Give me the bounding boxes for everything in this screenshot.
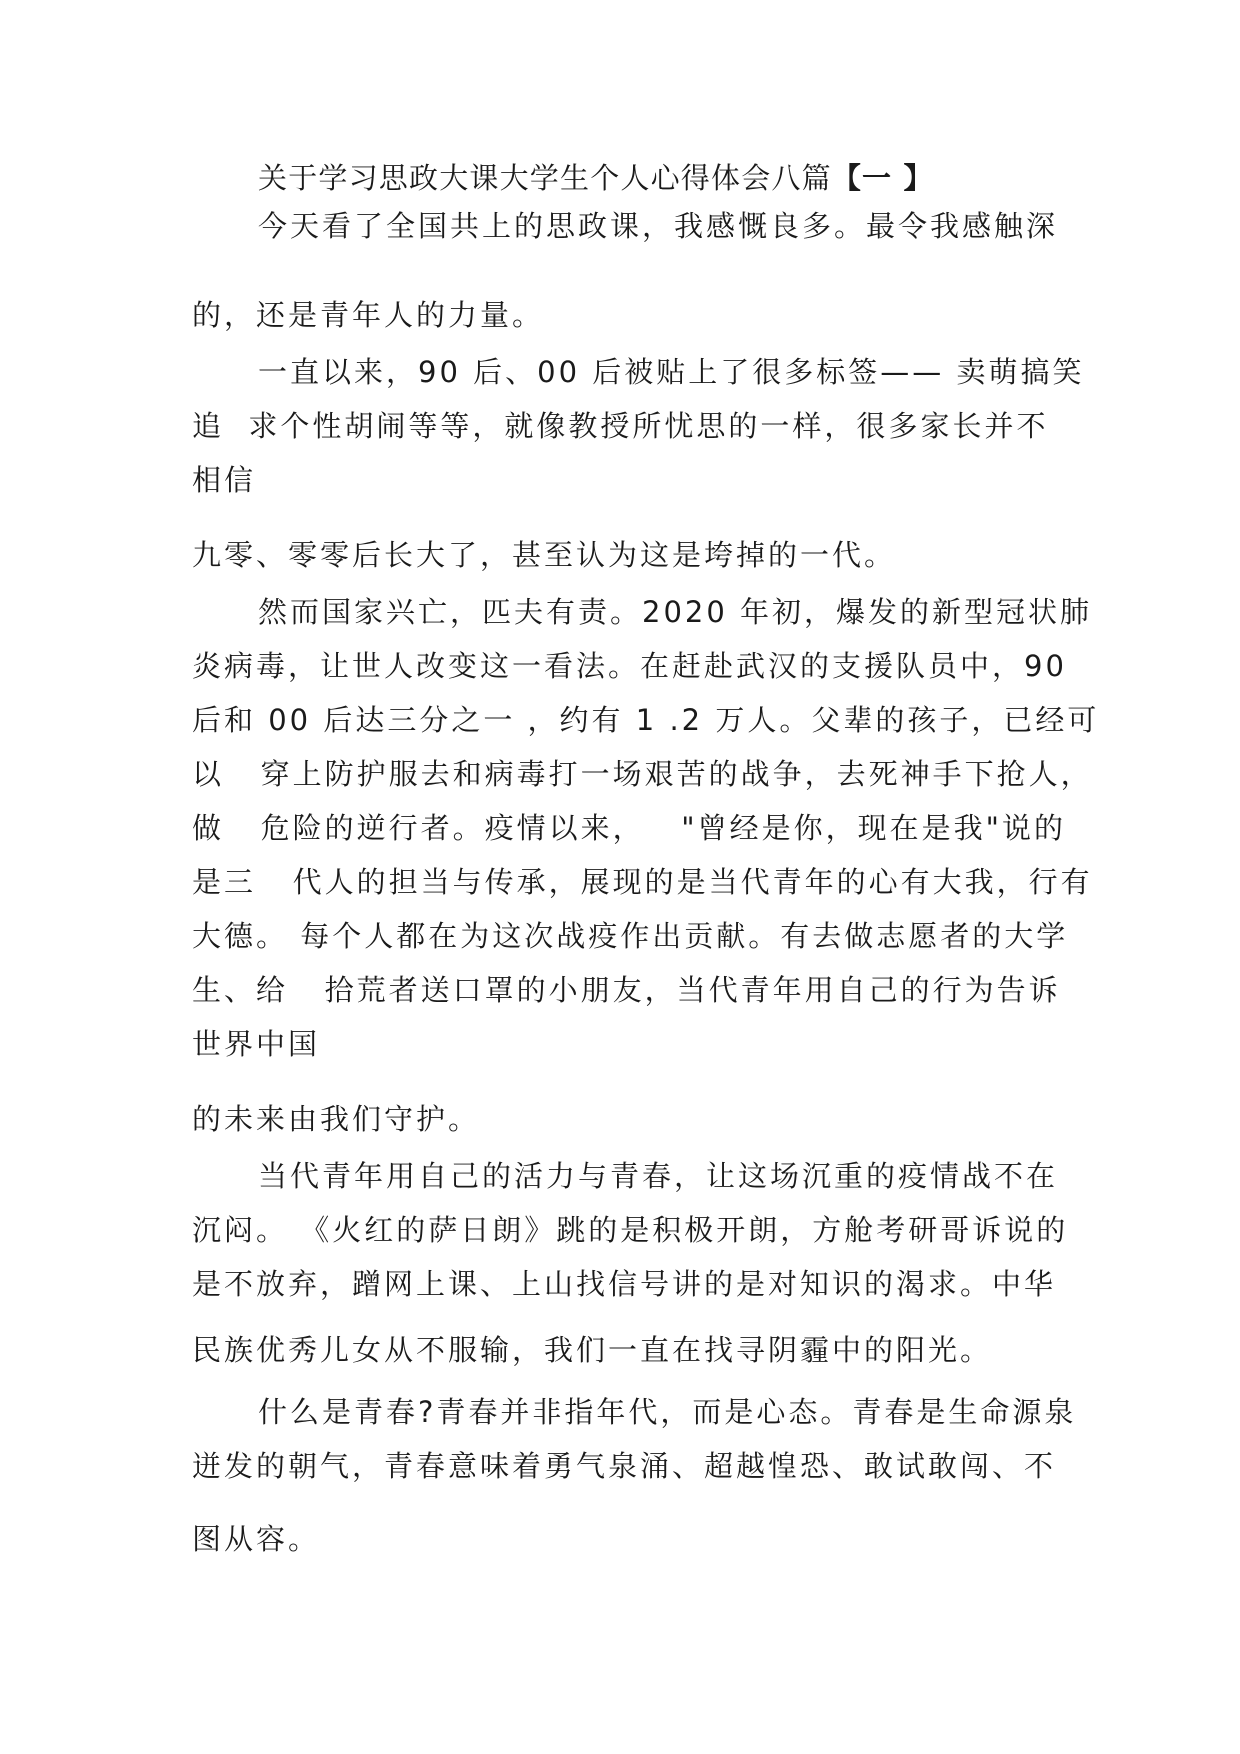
text-line: 后和 00 后达三分之一 ，约有 1 .2 万人。父辈的孩子，已经可 — [192, 703, 1100, 737]
text-line: 是三 代人的担当与传承，展现的是当代青年的心有大我，行有 — [192, 865, 1093, 899]
text-line: 图从容。 — [192, 1522, 321, 1556]
text-line: 是不放弃，蹭网上课、上山找信号讲的是对知识的渴求。中华 — [192, 1267, 1057, 1301]
text-line: 今天看了全国共上的思政课，我感慨良多。最令我感触深 — [258, 209, 1059, 243]
text-line: 的，还是青年人的力量。 — [192, 298, 545, 332]
text-line: 什么是青春?青春并非指年代，而是心态。青春是生命源泉 — [258, 1395, 1077, 1429]
text-line: 民族优秀儿女从不服输，我们一直在找寻阴霾中的阳光。 — [192, 1333, 993, 1367]
text-line: 以 穿上防护服去和病毒打一场艰苦的战争，去死神手下抢人， — [192, 757, 1093, 791]
text-line: 大德。 每个人都在为这次战疫作出贡献。有去做志愿者的大学 — [192, 919, 1069, 953]
text-line: 沉闷。 《火红的萨日朗》跳的是积极开朗，方舱考研哥诉说的 — [192, 1213, 1069, 1247]
text-line: 生、给 拾荒者送口罩的小朋友，当代青年用自己的行为告诉 — [192, 973, 1061, 1007]
text-line: 一直以来，90 后、00 后被贴上了很多标签—— 卖萌搞笑 — [258, 355, 1085, 389]
title-section-mark: 【一 】 — [831, 161, 934, 195]
text-line: 炎病毒，让世人改变这一看法。在赶赴武汉的支援队员中，90 — [192, 649, 1067, 683]
text-line: 世界中国 — [192, 1027, 321, 1061]
text-line: 迸发的朝气，青春意味着勇气泉涌、超越惶恐、敢试敢闯、不 — [192, 1449, 1057, 1483]
text-line: 做 危险的逆行者。疫情以来， "曾经是你，现在是我"说的 — [192, 811, 1066, 845]
text-line: 的未来由我们守护。 — [192, 1102, 481, 1136]
title-text: 关于学习思政大课大学生个人心得体会八篇 — [258, 161, 832, 195]
document-title — [258, 161, 934, 195]
text-line: 追 求个性胡闹等等，就像教授所忧思的一样，很多家长并不 — [192, 409, 1049, 443]
text-line: 九零、零零后长大了，甚至认为这是垮掉的一代。 — [192, 538, 897, 572]
text-line: 相信 — [192, 463, 257, 497]
text-line: 然而国家兴亡，匹夫有责。2020 年初，爆发的新型冠状肺 — [258, 595, 1093, 629]
text-line: 当代青年用自己的活力与青春，让这场沉重的疫情战不在 — [258, 1159, 1059, 1193]
